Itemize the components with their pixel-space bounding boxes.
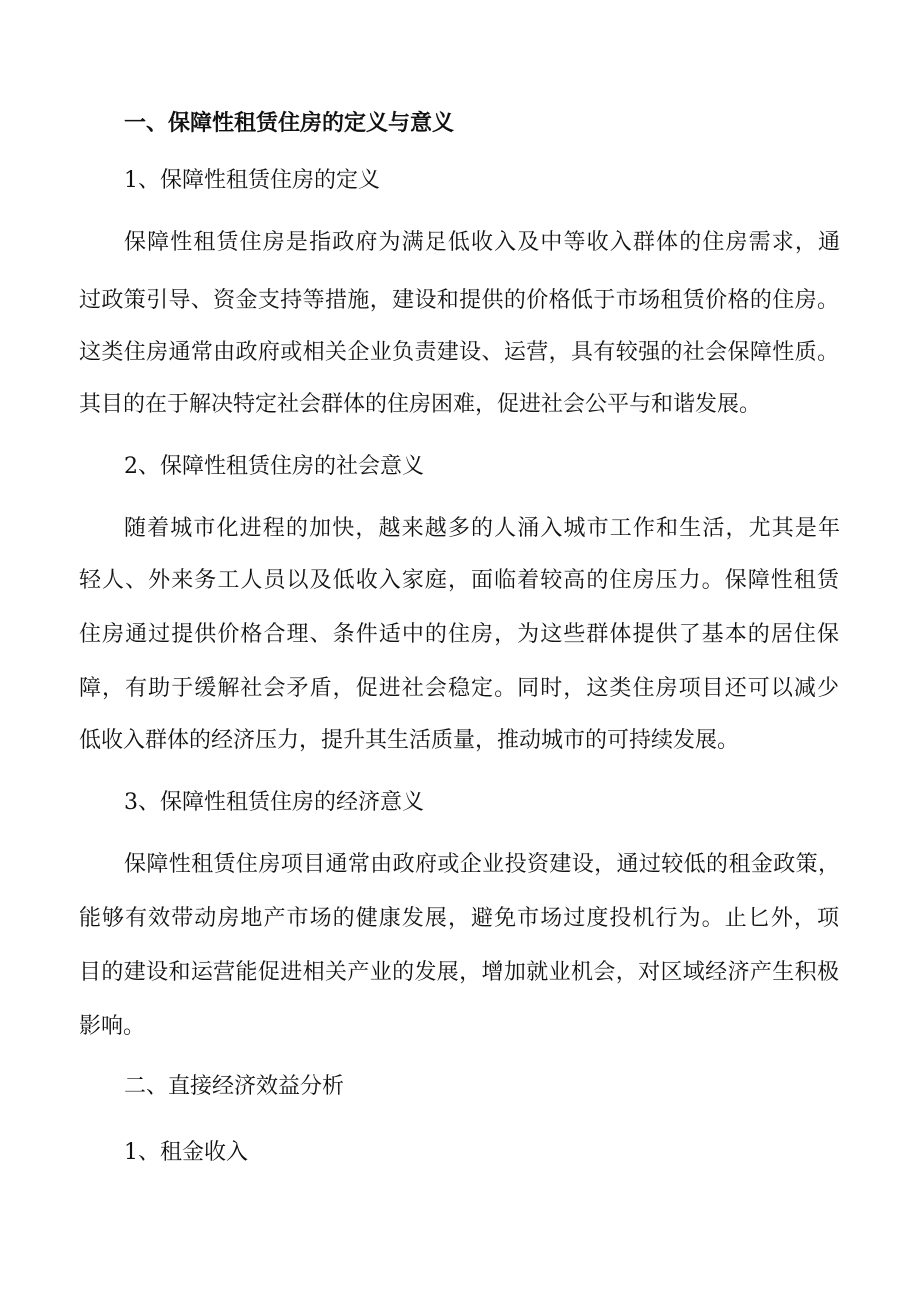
section-heading-1: 一、保障性租赁住房的定义与意义 xyxy=(124,110,455,136)
subheading-economic-significance: 3、保障性租赁住房的经济意义 xyxy=(124,790,424,815)
subheading-definition: 1、保障性租赁住房的定义 xyxy=(124,168,380,193)
paragraph-definition-line-4: 其目的在于解决特定社会群体的住房困难，促进社会公平与和谐发展。 xyxy=(79,392,762,417)
paragraph-definition-line-3: 这类住房通常由政府或相关企业负责建设、运营，具有较强的社会保障性质。 xyxy=(79,340,839,365)
paragraph-economic-line-4: 影响。 xyxy=(79,1014,146,1039)
paragraph-economic-line-1: 保障性租赁住房项目通常由政府或企业投资建设，通过较低的租金政策， xyxy=(124,852,840,877)
subheading-social-significance: 2、保障性租赁住房的社会意义 xyxy=(124,454,424,479)
paragraph-social-line-1: 随着城市化进程的加快，越来越多的人涌入城市工作和生活，尤其是年 xyxy=(124,516,840,541)
paragraph-social-line-3: 住房通过提供价格合理、条件适中的住房，为这些群体提供了基本的居住保 xyxy=(79,622,839,647)
paragraph-social-line-5: 低收入群体的经济压力，提升其生活质量，推动城市的可持续发展。 xyxy=(79,728,740,753)
section-heading-2: 二、直接经济效益分析 xyxy=(124,1074,345,1099)
paragraph-definition-line-1: 保障性租赁住房是指政府为满足低收入及中等收入群体的住房需求，通 xyxy=(124,230,840,255)
subheading-rent-income: 1、租金收入 xyxy=(124,1140,248,1165)
paragraph-social-line-4: 障，有助于缓解社会矛盾，促进社会稳定。同时，这类住房项目还可以减少 xyxy=(79,676,839,701)
paragraph-economic-line-2: 能够有效带动房地产市场的健康发展，避免市场过度投机行为。止匕外，项 xyxy=(79,906,839,931)
paragraph-social-line-2: 轻人、外来务工人员以及低收入家庭，面临着较高的住房压力。保障性租赁 xyxy=(79,568,839,593)
paragraph-economic-line-3: 目的建设和运营能促进相关产业的发展，增加就业机会，对区域经济产生积极 xyxy=(79,960,839,985)
paragraph-definition-line-2: 过政策引导、资金支持等措施，建设和提供的价格低于市场租赁价格的住房。 xyxy=(79,288,839,313)
